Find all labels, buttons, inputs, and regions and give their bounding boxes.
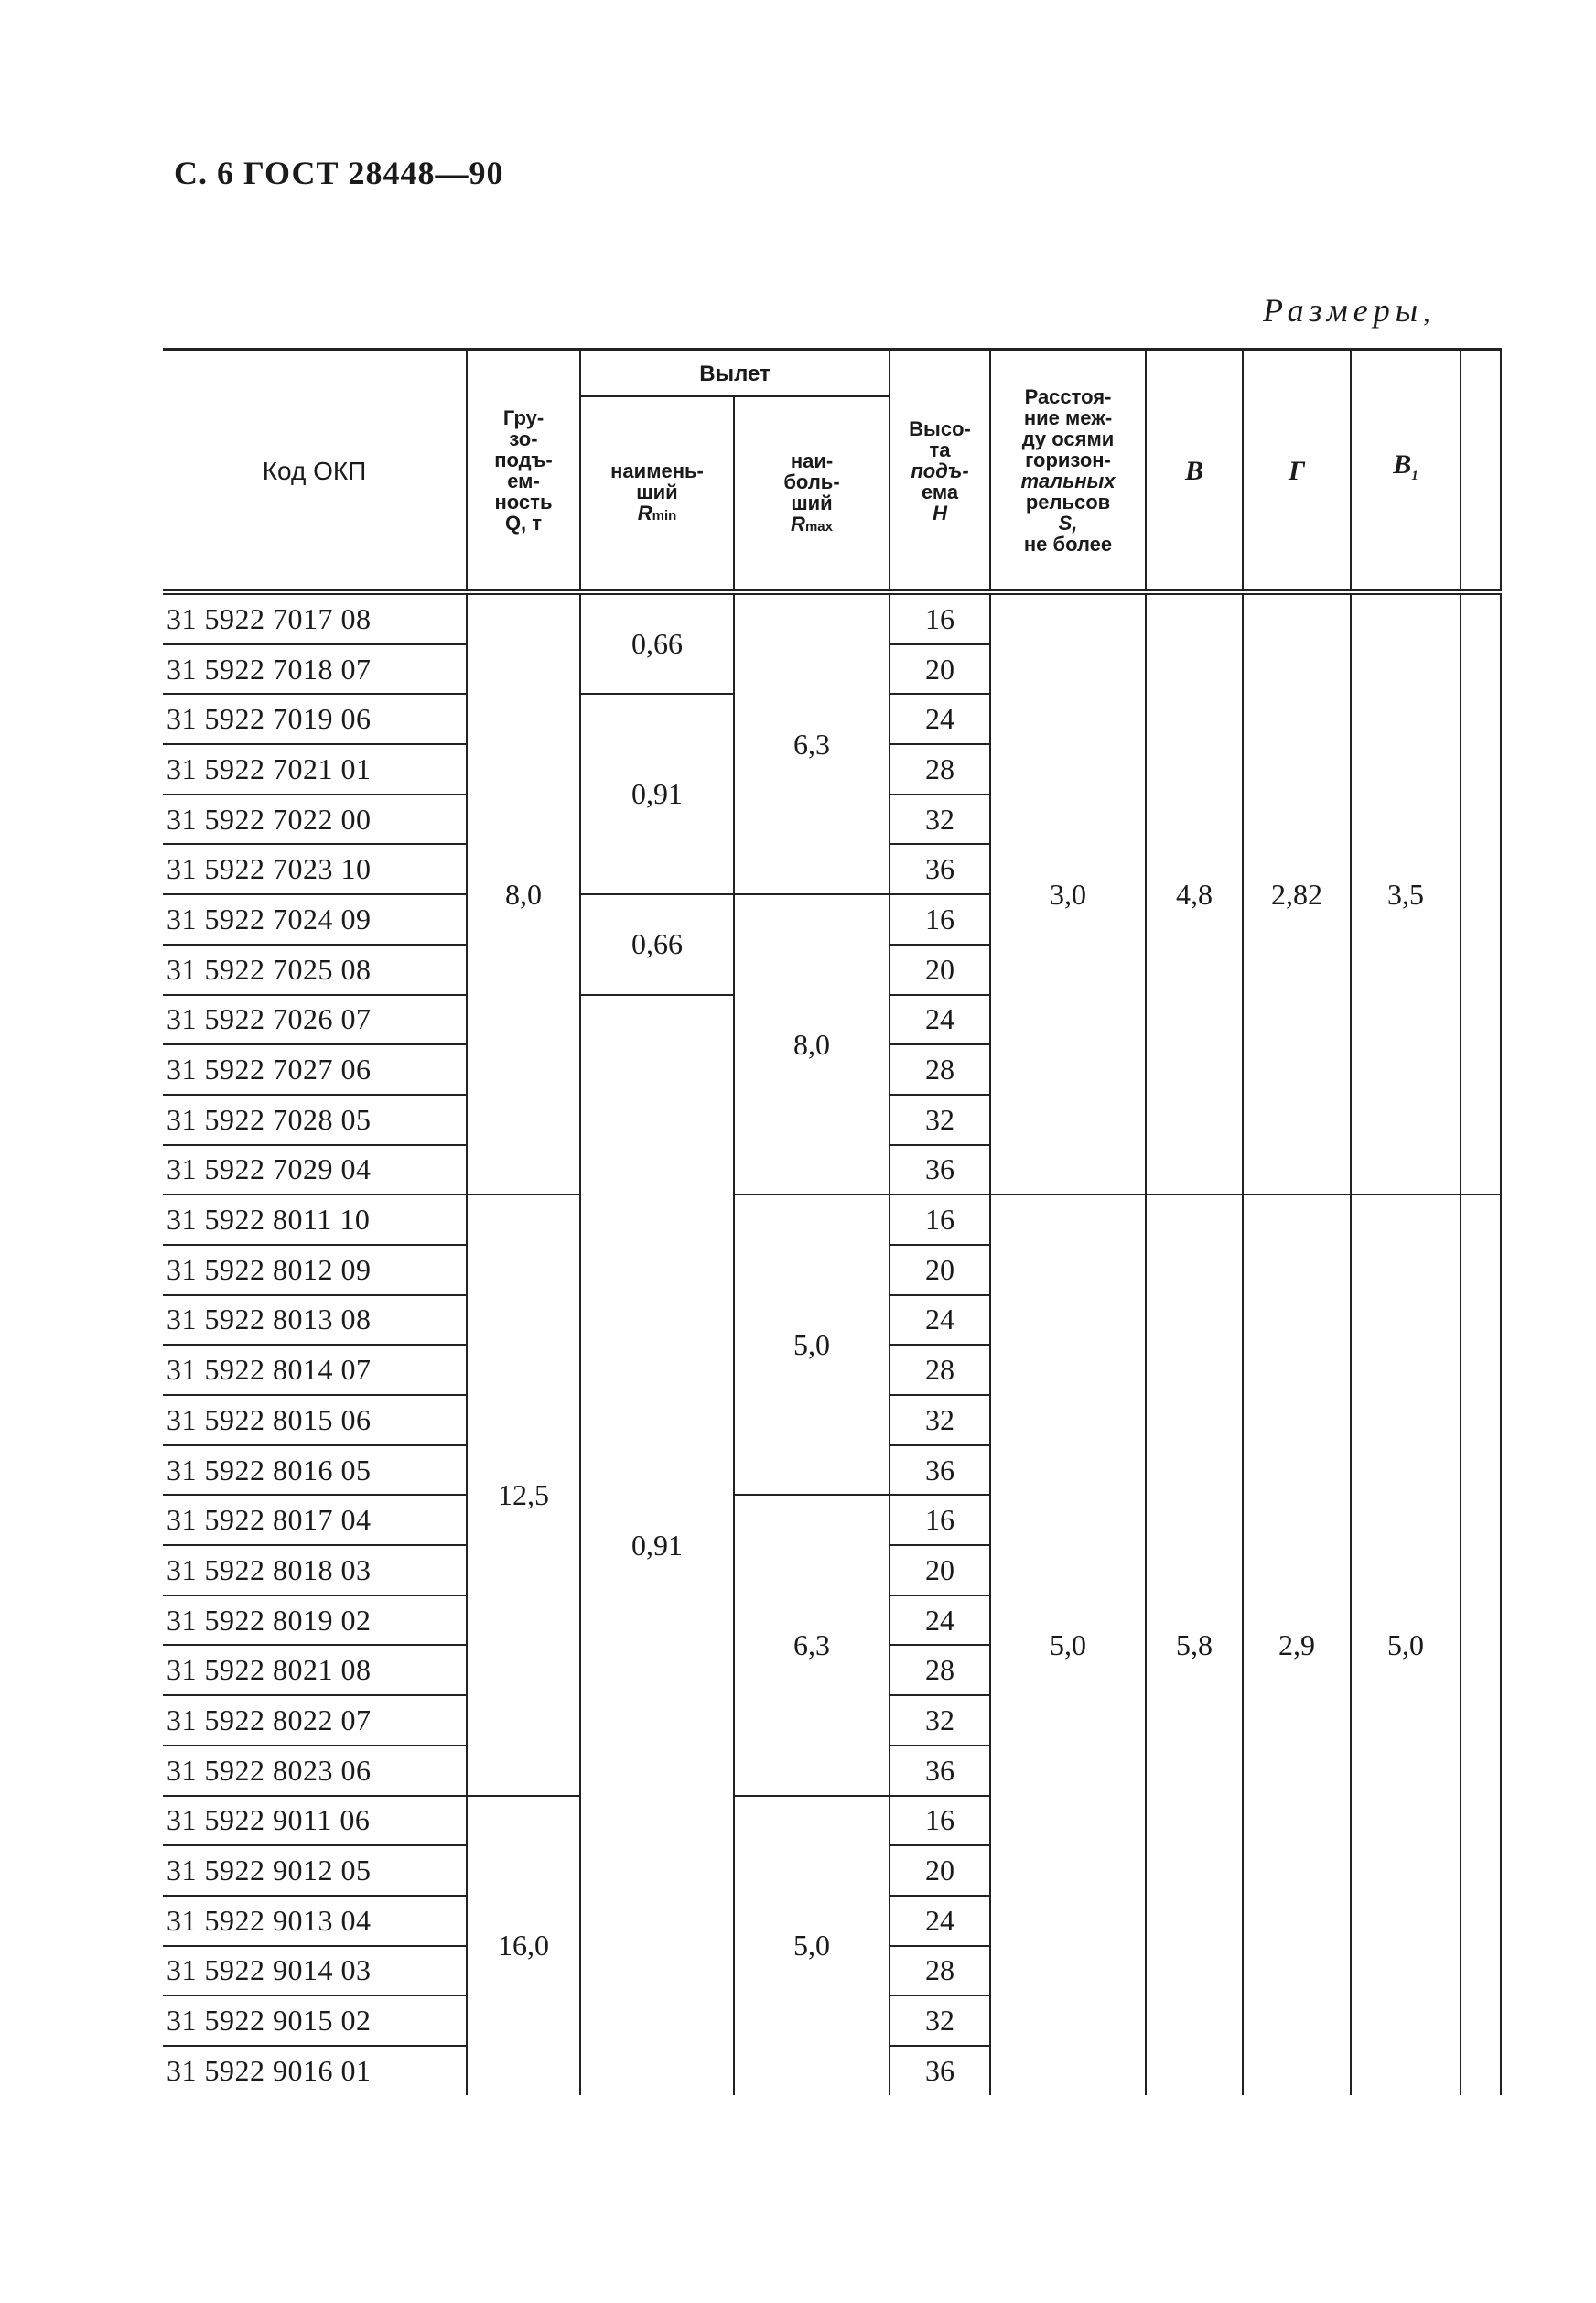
b-cell: 5,8 bbox=[1146, 1195, 1243, 2094]
height-cell: 20 bbox=[890, 644, 990, 695]
rmin-cell: 0,66 bbox=[580, 894, 734, 994]
specification-table bbox=[163, 348, 1502, 2095]
okp-code-cell: 31 5922 8018 03 bbox=[163, 1545, 467, 1595]
table-row bbox=[163, 592, 1501, 644]
rail-cell: 5,0 bbox=[990, 1195, 1146, 2094]
height-cell: 24 bbox=[890, 1896, 990, 1946]
height-cell: 28 bbox=[890, 1044, 990, 1095]
okp-code-cell: 31 5922 7025 08 bbox=[163, 945, 467, 995]
okp-code-cell: 31 5922 9015 02 bbox=[163, 1995, 467, 2046]
height-cell: 32 bbox=[890, 795, 990, 845]
height-cell: 36 bbox=[890, 844, 990, 894]
okp-code-cell: 31 5922 8012 09 bbox=[163, 1245, 467, 1295]
height-cell: 28 bbox=[890, 1946, 990, 1996]
okp-code-cell: 31 5922 9016 01 bbox=[163, 2046, 467, 2095]
rail-cell: 3,0 bbox=[990, 592, 1146, 1195]
height-cell: 36 bbox=[890, 1445, 990, 1496]
rmax-cell: 8,0 bbox=[734, 894, 890, 1195]
okp-code-cell: 31 5922 8017 04 bbox=[163, 1495, 467, 1545]
okp-code-cell: 31 5922 7022 00 bbox=[163, 795, 467, 845]
okp-code-cell: 31 5922 7027 06 bbox=[163, 1044, 467, 1095]
okp-code-cell: 31 5922 8011 10 bbox=[163, 1195, 467, 1245]
extra-cell bbox=[1461, 592, 1501, 1195]
g-cell: 2,9 bbox=[1243, 1195, 1351, 2094]
okp-code-cell: 31 5922 7017 08 bbox=[163, 592, 467, 644]
b1-cell: 3,5 bbox=[1351, 592, 1461, 1195]
rmin-cell: 0,91 bbox=[580, 995, 734, 2095]
col-extra-header bbox=[1461, 350, 1501, 592]
okp-code-cell: 31 5922 7029 04 bbox=[163, 1145, 467, 1195]
okp-code-cell: 31 5922 8023 06 bbox=[163, 1746, 467, 1796]
height-cell: 16 bbox=[890, 592, 990, 644]
okp-code-cell: 31 5922 9014 03 bbox=[163, 1946, 467, 1996]
height-cell: 28 bbox=[890, 1645, 990, 1695]
col-code-header: Код ОКП bbox=[163, 350, 467, 592]
dimensions-tail: , bbox=[1423, 297, 1430, 328]
b1-cell: 5,0 bbox=[1351, 1195, 1461, 2094]
load-cell: 12,5 bbox=[467, 1195, 580, 1795]
col-b-header: B bbox=[1146, 350, 1243, 592]
g-cell: 2,82 bbox=[1243, 592, 1351, 1195]
height-cell: 24 bbox=[890, 694, 990, 744]
height-cell: 20 bbox=[890, 1245, 990, 1295]
okp-code-cell: 31 5922 7024 09 bbox=[163, 894, 467, 945]
height-cell: 16 bbox=[890, 1495, 990, 1545]
okp-code-cell: 31 5922 7021 01 bbox=[163, 744, 467, 795]
height-cell: 36 bbox=[890, 2046, 990, 2095]
height-cell: 32 bbox=[890, 1395, 990, 1445]
okp-code-cell: 31 5922 8015 06 bbox=[163, 1395, 467, 1445]
okp-code-cell: 31 5922 9012 05 bbox=[163, 1845, 467, 1896]
okp-code-cell: 31 5922 8014 07 bbox=[163, 1345, 467, 1395]
page-header: С. 6 ГОСТ 28448—90 bbox=[174, 155, 504, 191]
height-cell: 32 bbox=[890, 1095, 990, 1145]
col-rail-header: Расстоя- ние меж- ду осями горизон- тальных рельсов S, не более bbox=[990, 350, 1146, 592]
col-height-header: Высо- та подъ- ема H bbox=[890, 350, 990, 592]
dimensions-caption bbox=[1263, 291, 1430, 330]
height-cell: 28 bbox=[890, 744, 990, 795]
load-cell: 16,0 bbox=[467, 1796, 580, 2095]
rmin-cell: 0,66 bbox=[580, 592, 734, 694]
okp-code-cell: 31 5922 8021 08 bbox=[163, 1645, 467, 1695]
rmax-cell: 5,0 bbox=[734, 1796, 890, 2095]
col-g-header: Г bbox=[1243, 350, 1351, 592]
rmax-cell: 6,3 bbox=[734, 1495, 890, 1795]
col-vylet-header: Вылет bbox=[580, 350, 890, 396]
height-cell: 36 bbox=[890, 1746, 990, 1796]
height-cell: 20 bbox=[890, 1545, 990, 1595]
load-cell: 8,0 bbox=[467, 592, 580, 1195]
height-cell: 28 bbox=[890, 1345, 990, 1395]
okp-code-cell: 31 5922 9013 04 bbox=[163, 1896, 467, 1946]
height-cell: 24 bbox=[890, 1295, 990, 1346]
b-cell: 4,8 bbox=[1146, 592, 1243, 1195]
okp-code-cell: 31 5922 7026 07 bbox=[163, 995, 467, 1045]
rmin-cell: 0,91 bbox=[580, 694, 734, 894]
okp-code-cell: 31 5922 9011 06 bbox=[163, 1796, 467, 1846]
dimensions-label: Размеры bbox=[1263, 292, 1424, 329]
height-cell: 24 bbox=[890, 1595, 990, 1646]
height-cell: 16 bbox=[890, 1195, 990, 1245]
okp-code-cell: 31 5922 7028 05 bbox=[163, 1095, 467, 1145]
height-cell: 16 bbox=[890, 1796, 990, 1846]
okp-code-cell: 31 5922 8013 08 bbox=[163, 1295, 467, 1346]
height-cell: 32 bbox=[890, 1995, 990, 2046]
extra-cell bbox=[1461, 1195, 1501, 2094]
height-cell: 20 bbox=[890, 945, 990, 995]
height-cell: 20 bbox=[890, 1845, 990, 1896]
height-cell: 32 bbox=[890, 1695, 990, 1746]
okp-code-cell: 31 5922 7023 10 bbox=[163, 844, 467, 894]
okp-code-cell: 31 5922 8016 05 bbox=[163, 1445, 467, 1496]
height-cell: 16 bbox=[890, 894, 990, 945]
okp-code-cell: 31 5922 7019 06 bbox=[163, 694, 467, 744]
rmax-cell: 5,0 bbox=[734, 1195, 890, 1495]
okp-code-cell: 31 5922 7018 07 bbox=[163, 644, 467, 695]
table-row bbox=[163, 1195, 1501, 1245]
okp-code-cell: 31 5922 8022 07 bbox=[163, 1695, 467, 1746]
col-rmax-header: наи- боль- ший Rmax bbox=[734, 396, 890, 592]
height-cell: 24 bbox=[890, 995, 990, 1045]
col-load-header: Гру- зо- подъ- ем- ность Q, т bbox=[467, 350, 580, 592]
rmax-cell: 6,3 bbox=[734, 592, 890, 894]
col-rmin-header: наимень- ший Rmin bbox=[580, 396, 734, 592]
height-cell: 36 bbox=[890, 1145, 990, 1195]
col-b1-header: $B_1$ bbox=[1351, 350, 1461, 592]
okp-code-cell: 31 5922 8019 02 bbox=[163, 1595, 467, 1646]
